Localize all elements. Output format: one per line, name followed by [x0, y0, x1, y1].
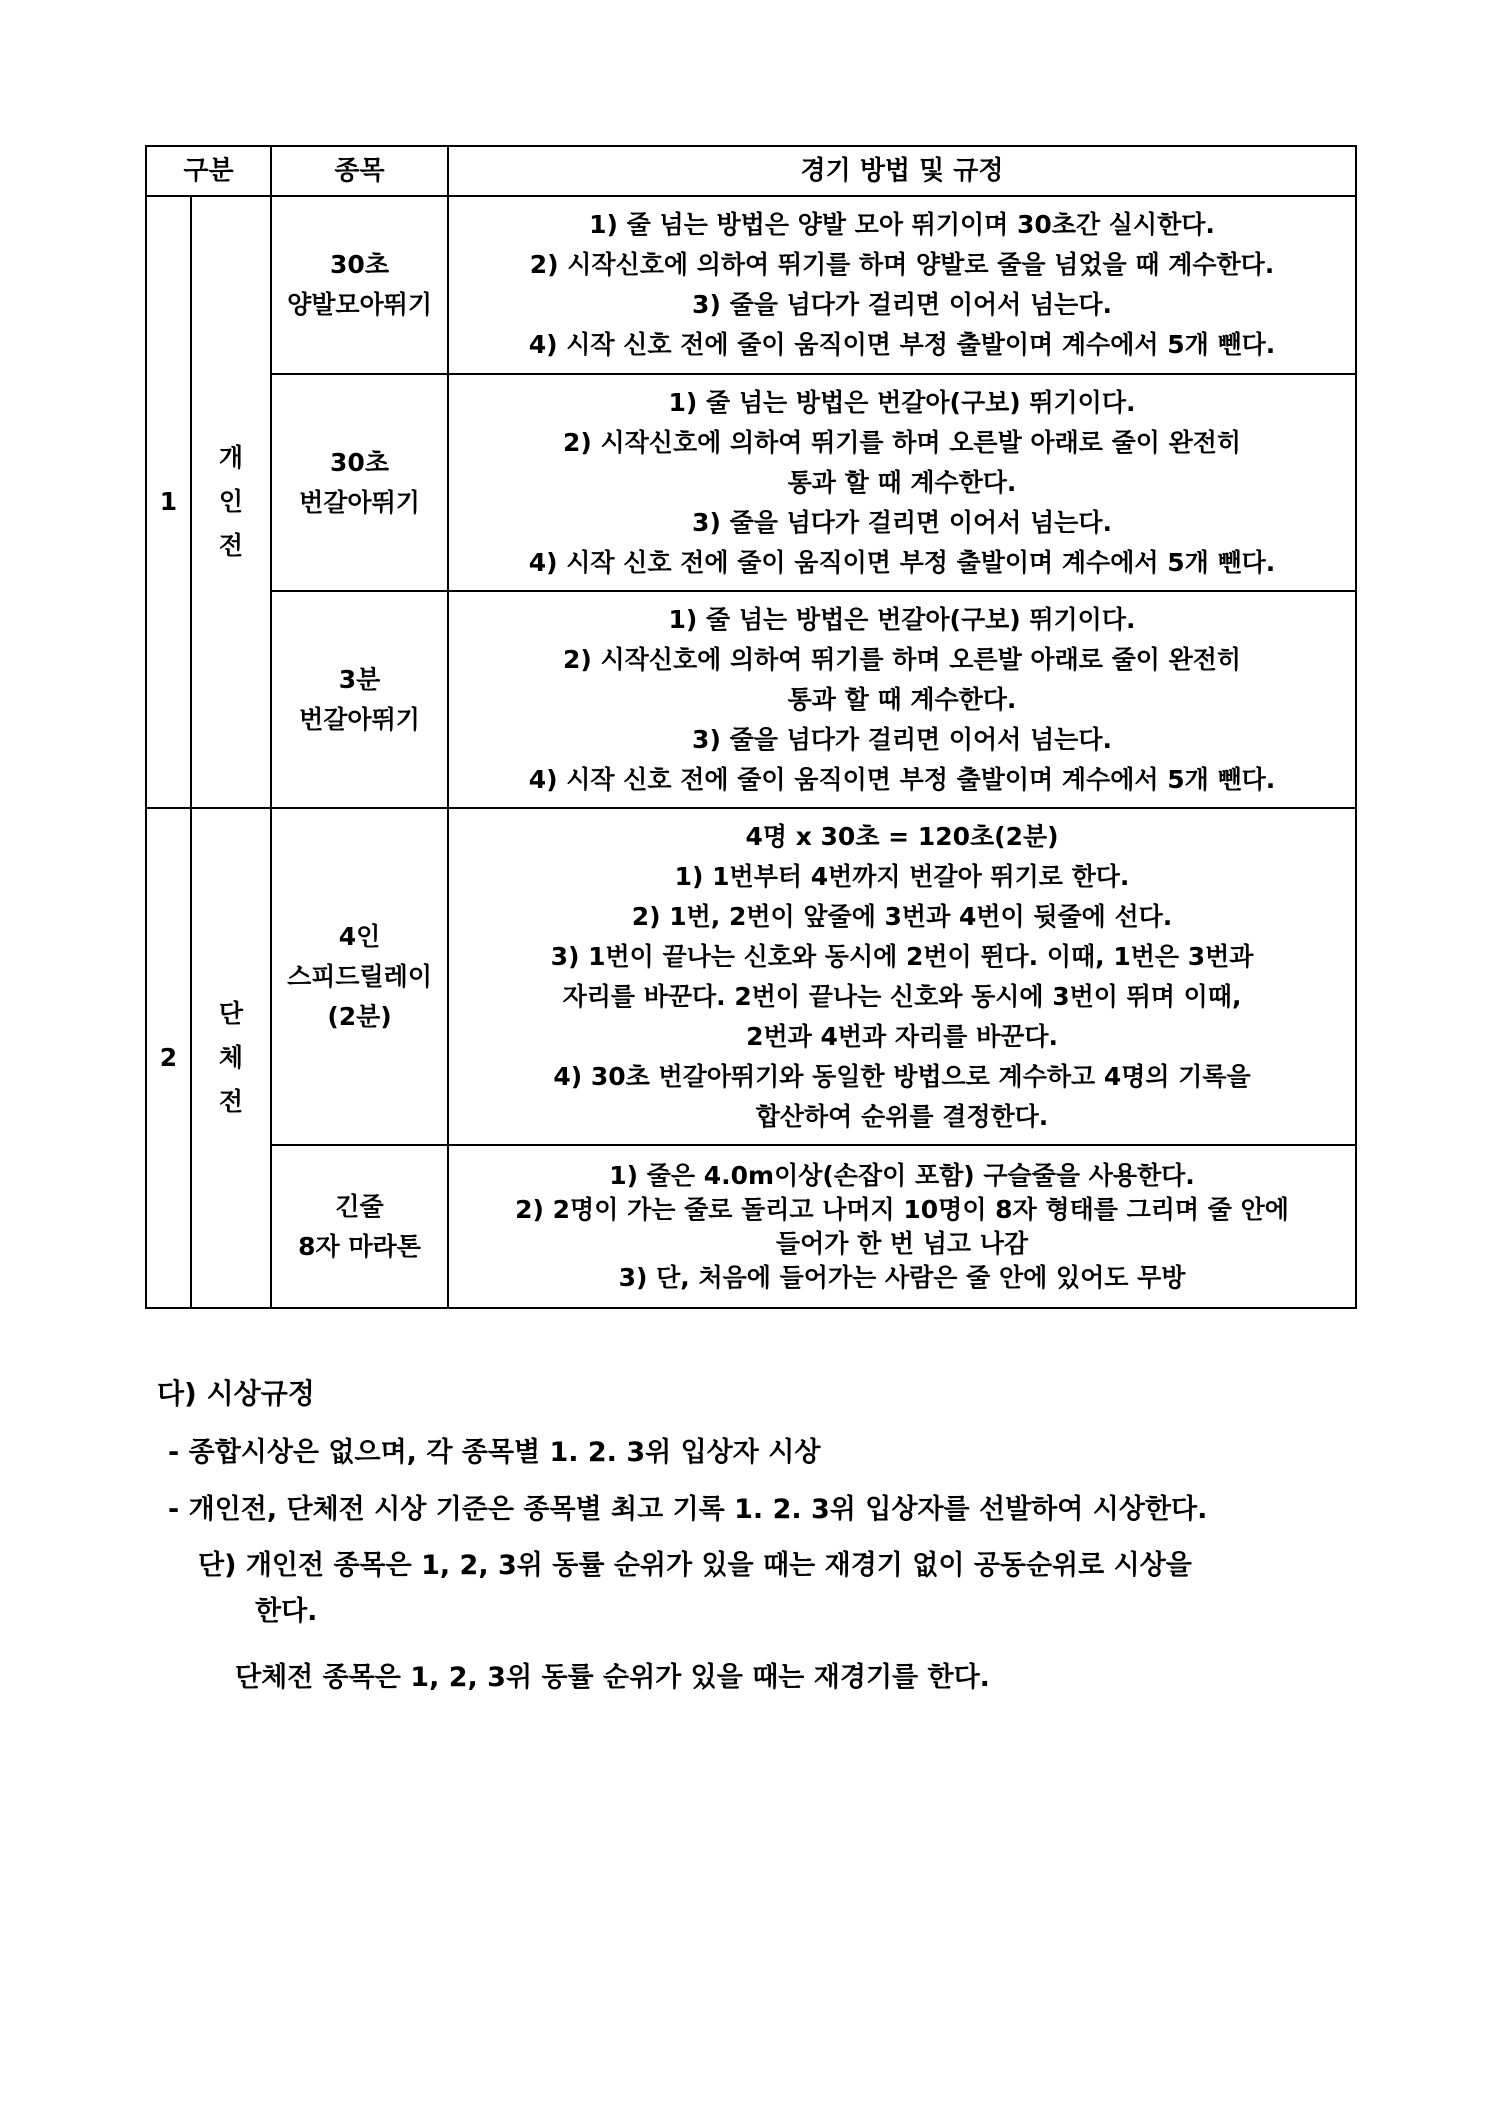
rule-line: 1) 줄 넘는 방법은 번갈아(구보) 뛰기이다. — [668, 604, 1136, 634]
category-char: 전 — [218, 531, 244, 560]
event-rules — [448, 808, 1356, 1145]
rule-line: 1) 줄 넘는 방법은 양발 모아 뛰기이며 30초간 실시한다. — [589, 210, 1215, 239]
event-name — [271, 808, 448, 1145]
event-name-line: 3분 — [338, 664, 381, 694]
category-char: 개 — [218, 443, 244, 472]
rule-line: 1) 줄 넘는 방법은 번갈아(구보) 뛰기이다. — [668, 387, 1136, 417]
rules-table — [145, 145, 1357, 1309]
event-rules — [448, 196, 1356, 374]
awards-line: 단체전 종목은 1, 2, 3위 동률 순위가 있을 때는 재경기를 한다. — [235, 1662, 990, 1693]
rule-line: 2) 시작신호에 의하여 뛰기를 하며 오른발 아래로 줄이 완전히 — [562, 427, 1242, 457]
rule-line: 2번과 4번과 자리를 바꾼다. — [746, 1021, 1058, 1051]
rule-line: 3) 1번이 끝나는 신호와 동시에 2번이 뛴다. 이때, 1번은 3번과 — [550, 941, 1254, 971]
event-rules — [448, 374, 1356, 591]
event-rules — [448, 1145, 1356, 1308]
rule-line: 3) 줄을 넘다가 걸리면 이어서 넘는다. — [692, 724, 1112, 754]
rule-line: 들어가 한 번 넘고 나감 — [775, 1228, 1029, 1258]
rule-line: 4명 x 30초 = 120초(2분) — [745, 821, 1059, 851]
rule-line: 4) 시작 신호 전에 줄이 움직이면 부정 출발이며 계수에서 5개 뺀다. — [528, 764, 1276, 794]
event-name-line: 스피드릴레이 — [287, 961, 432, 991]
header-category: 구분 — [146, 146, 271, 196]
event-name-line: 양발모아뛰기 — [287, 290, 432, 319]
event-name-line: (2분) — [327, 1001, 392, 1031]
category-char: 전 — [218, 1087, 244, 1116]
rule-line: 2) 시작신호에 의하여 뛰기를 하며 오른발 아래로 줄이 완전히 — [562, 644, 1242, 674]
event-name-line: 긴줄 — [335, 1191, 384, 1221]
header-row — [146, 146, 1356, 196]
header-event: 종목 — [271, 146, 448, 196]
group-category — [191, 196, 271, 808]
rule-line: 1) 1번부터 4번까지 번갈아 뛰기로 한다. — [674, 861, 1130, 891]
awards-line: 한다. — [255, 1596, 318, 1627]
awards-heading: 다) 시상규정 — [157, 1377, 315, 1410]
rule-line: 통과 할 때 계수한다. — [787, 684, 1017, 714]
table-row — [146, 591, 1356, 808]
rule-line: 4) 30초 번갈아뛰기와 동일한 방법으로 계수하고 4명의 기록을 — [553, 1061, 1251, 1091]
event-name — [271, 196, 448, 374]
table-row — [146, 1145, 1356, 1308]
table-row — [146, 196, 1356, 374]
rule-line: 4) 시작 신호 전에 줄이 움직이면 부정 출발이며 계수에서 5개 뺀다. — [528, 547, 1276, 577]
awards-line: - 개인전, 단체전 시상 기준은 종목별 최고 기록 1. 2. 3위 입상자를 선발하여 시상한다. — [168, 1494, 1208, 1525]
event-name — [271, 591, 448, 808]
rule-line: 통과 할 때 계수한다. — [787, 467, 1017, 497]
rule-line: 합산하여 순위를 결정한다. — [755, 1101, 1049, 1131]
group-number: 1 — [146, 196, 191, 808]
table-row — [146, 808, 1356, 1145]
rule-line: 3) 줄을 넘다가 걸리면 이어서 넘는다. — [692, 507, 1112, 537]
header-rules: 경기 방법 및 규정 — [448, 146, 1356, 196]
event-name-line: 번갈아뛰기 — [299, 487, 420, 517]
event-name-line: 30초 — [330, 447, 389, 477]
rule-line: 2) 1번, 2번이 앞줄에 3번과 4번이 뒷줄에 선다. — [631, 901, 1173, 931]
rule-line: 4) 시작 신호 전에 줄이 움직이면 부정 출발이며 계수에서 5개 뺀다. — [528, 330, 1276, 359]
event-name-line: 30초 — [330, 250, 389, 279]
rule-line: 1) 줄은 4.0m이상(손잡이 포함) 구슬줄을 사용한다. — [609, 1160, 1195, 1190]
table-row — [146, 374, 1356, 591]
category-char: 체 — [218, 1043, 244, 1072]
event-name — [271, 1145, 448, 1308]
group-category — [191, 808, 271, 1308]
awards-line: - 종합시상은 없으며, 각 종목별 1. 2. 3위 입상자 시상 — [168, 1437, 821, 1468]
rule-line: 자리를 바꾼다. 2번이 끝나는 신호와 동시에 3번이 뛰며 이때, — [562, 981, 1242, 1011]
rule-line: 3) 줄을 넘다가 걸리면 이어서 넘는다. — [692, 290, 1112, 319]
event-name — [271, 374, 448, 591]
rule-line: 2) 시작신호에 의하여 뛰기를 하며 양발로 줄을 넘었을 때 계수한다. — [529, 250, 1275, 279]
rule-line: 2) 2명이 가는 줄로 돌리고 나머지 10명이 8자 형태를 그리며 줄 안에 — [515, 1194, 1289, 1224]
event-name-line: 8자 마라톤 — [298, 1231, 421, 1261]
category-char: 인 — [218, 487, 244, 516]
group-number: 2 — [146, 808, 191, 1308]
event-rules — [448, 591, 1356, 808]
category-char: 단 — [218, 999, 244, 1028]
event-name-line: 번갈아뛰기 — [299, 704, 420, 734]
awards-line: 단) 개인전 종목은 1, 2, 3위 동률 순위가 있을 때는 재경기 없이 공동순위로 시상을 — [198, 1550, 1192, 1581]
event-name-line: 4인 — [338, 921, 381, 951]
rule-line: 3) 단, 처음에 들어가는 사람은 줄 안에 있어도 무방 — [618, 1262, 1186, 1292]
